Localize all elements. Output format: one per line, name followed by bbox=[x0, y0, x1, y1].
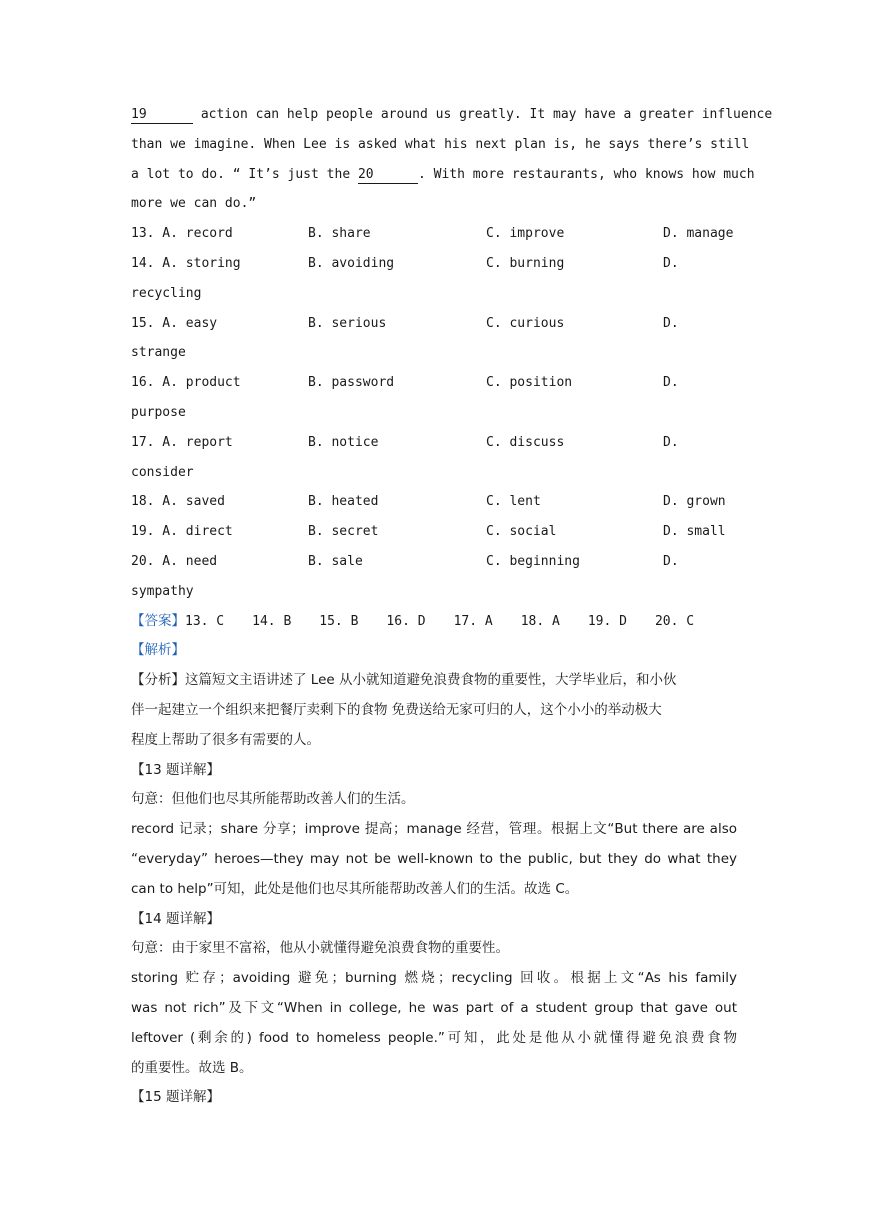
question-row bbox=[131, 487, 737, 517]
detail-line: can to help”可知，此处是他们也尽其所能帮助改善人们的生活。故选 C。 bbox=[131, 880, 579, 897]
passage-line-1: 19 action can help people around us greatly. It may have a greater influence bbox=[131, 107, 773, 122]
option-a: 20. A. need bbox=[131, 553, 218, 569]
answer-item: 15. B bbox=[319, 613, 359, 629]
question-row bbox=[131, 219, 737, 249]
answer-item: 14. B bbox=[252, 613, 292, 629]
option-b: B. notice bbox=[308, 434, 379, 450]
option-b: B. serious bbox=[308, 315, 387, 331]
option-b: B. password bbox=[308, 375, 395, 391]
option-c: C. position bbox=[486, 375, 573, 391]
passage-line-2: than we imagine. When Lee is asked what his next plan is, he says there’s still bbox=[131, 136, 750, 152]
option-d: D. bbox=[663, 315, 679, 331]
option-d-wrap: strange bbox=[131, 345, 186, 361]
answer-item: 16. D bbox=[386, 613, 426, 629]
option-a: 16. A. product bbox=[131, 375, 241, 391]
blank-20: 20 bbox=[358, 167, 418, 184]
option-a: 14. A. storing bbox=[131, 255, 241, 271]
option-c: C. lent bbox=[486, 494, 541, 510]
detail-line: 句意：由于家里不富裕，他从小就懂得避免浪费食物的重要性。 bbox=[131, 940, 509, 957]
detail-line: leftover (剩余的) food to homeless people.”可知，此处是他从小就懂得避免浪费食物 bbox=[131, 1029, 737, 1046]
option-b: B. heated bbox=[308, 494, 379, 510]
question-row bbox=[131, 309, 737, 339]
option-a: 19. A. direct bbox=[131, 524, 233, 540]
answer-items bbox=[185, 614, 722, 629]
document-page bbox=[131, 100, 773, 1113]
answer-item: 18. A bbox=[520, 613, 560, 629]
option-a: 18. A. saved bbox=[131, 494, 225, 510]
option-b: B. sale bbox=[308, 553, 363, 569]
detail-title: 【13 题详解】 bbox=[131, 761, 220, 778]
question-row bbox=[131, 547, 737, 577]
question-row bbox=[131, 368, 737, 398]
option-c: C. discuss bbox=[486, 434, 565, 450]
detail-line: “everyday” heroes—they may not be well-known to the public, but they do what they bbox=[131, 850, 737, 867]
option-c: C. beginning bbox=[486, 553, 580, 569]
detail-line: was not rich”及下文“When in college, he was part of a student group that gave out bbox=[131, 999, 737, 1016]
option-d-wrap: sympathy bbox=[131, 583, 194, 599]
option-d: D. bbox=[663, 375, 679, 391]
option-c: C. social bbox=[486, 524, 557, 540]
answer-line bbox=[131, 607, 737, 637]
option-a: 17. A. report bbox=[131, 434, 233, 450]
passage-line-4: more we can do.” bbox=[131, 196, 257, 212]
option-d: D. grown bbox=[663, 494, 726, 510]
option-d: D. bbox=[663, 255, 679, 271]
answer-item: 19. D bbox=[587, 613, 627, 629]
blank-19: 19 bbox=[131, 107, 193, 124]
question-list bbox=[131, 219, 737, 606]
option-b: B. share bbox=[308, 226, 371, 242]
option-a: 15. A. easy bbox=[131, 315, 218, 331]
option-c: C. curious bbox=[486, 315, 565, 331]
option-b: B. avoiding bbox=[308, 255, 395, 271]
option-a: 13. A. record bbox=[131, 226, 233, 242]
option-d-wrap: consider bbox=[131, 464, 194, 480]
summary-line-1: 【分析】这篇短文主语讲述了 Lee 从小就知道避免浪费食物的重要性，大学毕业后，和小伙 bbox=[131, 672, 677, 689]
question-row bbox=[131, 249, 737, 279]
option-d: D. small bbox=[663, 524, 726, 540]
passage-line-3: a lot to do. “ It’s just the 20 . With more restaurants, who knows how much bbox=[131, 166, 755, 182]
detail-sections bbox=[131, 756, 737, 1114]
option-d: D. bbox=[663, 553, 679, 569]
answer-item: 20. C bbox=[654, 613, 695, 629]
answer-item: 13. C bbox=[185, 613, 225, 629]
answer-item: 17. A bbox=[453, 613, 493, 629]
option-d-wrap: recycling bbox=[131, 285, 202, 301]
option-d: D. bbox=[663, 434, 679, 450]
option-d-wrap: purpose bbox=[131, 404, 186, 420]
detail-line: 句意：但他们也尽其所能帮助改善人们的生活。 bbox=[131, 791, 415, 808]
detail-line: 的重要性。故选 B。 bbox=[131, 1059, 253, 1076]
detail-line: storing 贮存；avoiding 避免；burning 燃烧；recycling 回收。根据上文“As his family bbox=[131, 970, 737, 987]
detail-line: record 记录；share 分享；improve 提高；manage 经营，管理。根据上文“But there are also bbox=[131, 821, 737, 838]
option-c: C. improve bbox=[486, 226, 565, 242]
question-row bbox=[131, 428, 737, 458]
detail-title: 【15 题详解】 bbox=[131, 1089, 220, 1106]
analysis-label: 【解析】 bbox=[131, 642, 185, 659]
answer-label: 【答案】 bbox=[131, 612, 185, 629]
question-row bbox=[131, 517, 737, 547]
summary-label: 【分析】 bbox=[131, 672, 185, 689]
option-c: C. burning bbox=[486, 255, 565, 271]
option-b: B. secret bbox=[308, 524, 379, 540]
detail-title: 【14 题详解】 bbox=[131, 910, 220, 927]
summary-line-3: 程度上帮助了很多有需要的人。 bbox=[131, 731, 320, 748]
summary-line-2: 伴一起建立一个组织来把餐厅卖剩下的食物 免费送给无家可归的人，这个小小的举动极大 bbox=[131, 701, 662, 718]
option-d: D. manage bbox=[663, 226, 734, 242]
